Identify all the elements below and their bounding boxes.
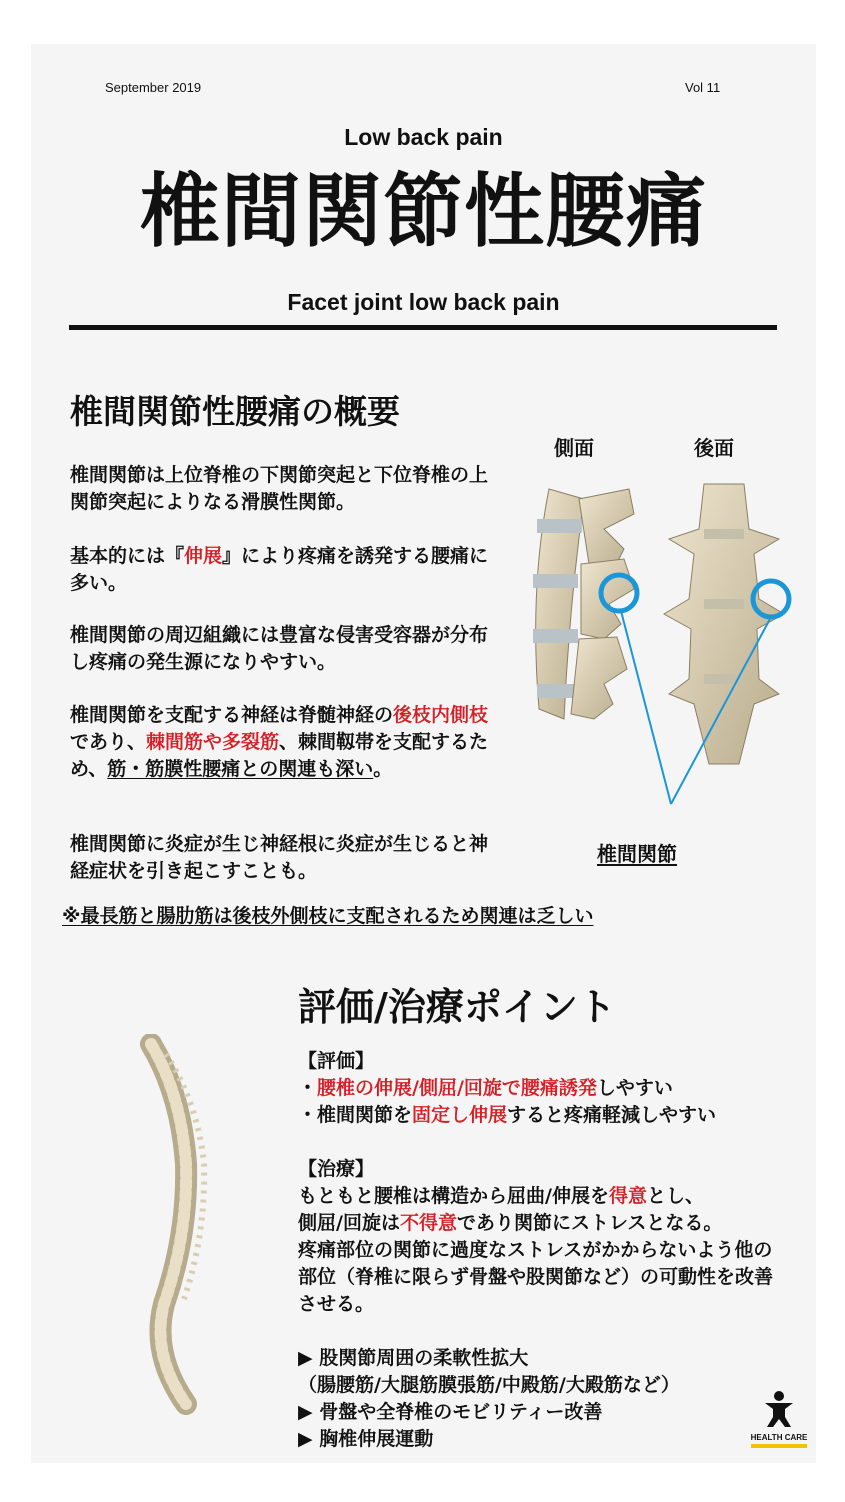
p4-underlined: 筋・筋膜性腰痛との関連も深い: [107, 758, 374, 780]
eval-item-1-text: しやすい: [596, 1077, 673, 1099]
treatment-list-item-3: ▶ 胸椎伸展運動: [298, 1428, 434, 1450]
eval-item-1: [298, 1075, 798, 1102]
p2-text-b: 』により疼痛を誘発する腰痛に多い。: [70, 545, 489, 594]
overview-paragraph-2: [70, 543, 490, 597]
treatment-line-2-highlight: 不得意: [399, 1212, 457, 1234]
eval-item-1-bullet: ・: [298, 1077, 318, 1099]
eval-block: [298, 1048, 798, 1453]
treatment-line-2: [298, 1210, 798, 1237]
p4-text-d: 。: [373, 758, 393, 780]
treatment-line-1-b: とし、: [646, 1185, 704, 1207]
treatment-list-item-2: ▶ 骨盤や全脊椎のモビリティー改善: [298, 1401, 603, 1423]
japanese-title: 椎間関節性腰痛: [140, 165, 707, 258]
lumbar-side-view: [533, 489, 634, 719]
treatment-line-1-a: もともと腰椎は構造から屈曲/伸展を: [298, 1185, 609, 1207]
overview-note: ※最長筋と腸肋筋は後枝外側枝に支配されるため関連は乏しい: [62, 905, 594, 927]
logo-text: HEALTH CARE: [750, 1433, 808, 1442]
overview-paragraph-3: 椎間関節の周辺組織には豊富な侵害受容器が分布し疼痛の発生源になりやすい。: [70, 624, 489, 673]
overview-paragraph-4: [70, 702, 490, 783]
overview-paragraph-1: 椎間関節は上位脊椎の下関節突起と下位脊椎の上関節突起によりなる滑膜性関節。: [70, 464, 489, 513]
lumbar-back-view: [664, 484, 784, 764]
issue-date: September 2019: [105, 80, 202, 95]
p4-text-b: であり、: [70, 731, 147, 753]
logo-bar: [751, 1444, 807, 1448]
eval-item-2-text-b: すると疼痛軽減しやすい: [507, 1104, 717, 1126]
p2-text-a: 基本的には『: [70, 545, 185, 567]
issue-volume: Vol 11: [685, 80, 721, 95]
treatment-list-item-1: ▶ 股関節周囲の柔軟性拡大: [298, 1347, 529, 1369]
pointer-line-side: [621, 611, 671, 804]
eval-item-2-text-a: ・椎間関節を: [298, 1104, 413, 1126]
overview-paragraph-5: 椎間関節に炎症が生じ神経根に炎症が生じると神経症状を引き起こすことも。: [70, 833, 489, 882]
eval-label: 【評価】: [298, 1050, 375, 1072]
treatment-list-item-1-sub: （腸腰筋/大腿筋膜張筋/中殿筋/大殿筋など）: [298, 1374, 680, 1396]
p4-highlight-1: 後枝内側枝: [393, 704, 489, 726]
label-side-view: 側面: [554, 436, 594, 460]
treatment-line-1-highlight: 得意: [608, 1185, 647, 1207]
english-title: Low back pain: [344, 124, 503, 150]
eval-item-1-highlight: 腰椎の伸展/側屈/回旋で腰痛誘発: [317, 1077, 597, 1099]
p4-highlight-2: 棘間筋や多裂筋: [146, 731, 280, 753]
title-divider: [69, 325, 777, 330]
newsletter-page: [31, 44, 816, 1463]
treatment-label: 【治療】: [298, 1158, 375, 1180]
eval-item-2-highlight: 固定し伸展: [412, 1104, 508, 1126]
eval-heading: 評価/治療ポイント: [298, 985, 616, 1029]
treatment-line-3: 疼痛部位の関節に過度なストレスがかからないよう他の部位（脊椎に限らず骨盤や股関節など）の可動性を改善させる。: [298, 1239, 774, 1315]
label-facet-joint: 椎間関節: [597, 842, 677, 866]
p2-highlight: 伸展: [184, 545, 223, 567]
eval-item-2: [298, 1102, 798, 1129]
health-care-logo: [747, 1389, 811, 1449]
p4-text-c: 、棘間靱帯を支配するため、: [70, 731, 489, 780]
overview-heading: 椎間関節性腰痛の概要: [70, 392, 400, 431]
vertebra-illustration: [509, 469, 799, 854]
p4-text-a: 椎間関節を支配する神経は脊髄神経の: [70, 704, 394, 726]
person-icon: [747, 1389, 811, 1429]
spine-illustration: [126, 1034, 236, 1419]
treatment-line-1: [298, 1183, 798, 1210]
label-back-view: 後面: [694, 436, 734, 460]
english-subtitle: Facet joint low back pain: [287, 289, 560, 315]
treatment-line-2-b: であり関節にストレスとなる。: [456, 1212, 723, 1234]
treatment-line-2-a: 側屈/回旋は: [298, 1212, 400, 1234]
